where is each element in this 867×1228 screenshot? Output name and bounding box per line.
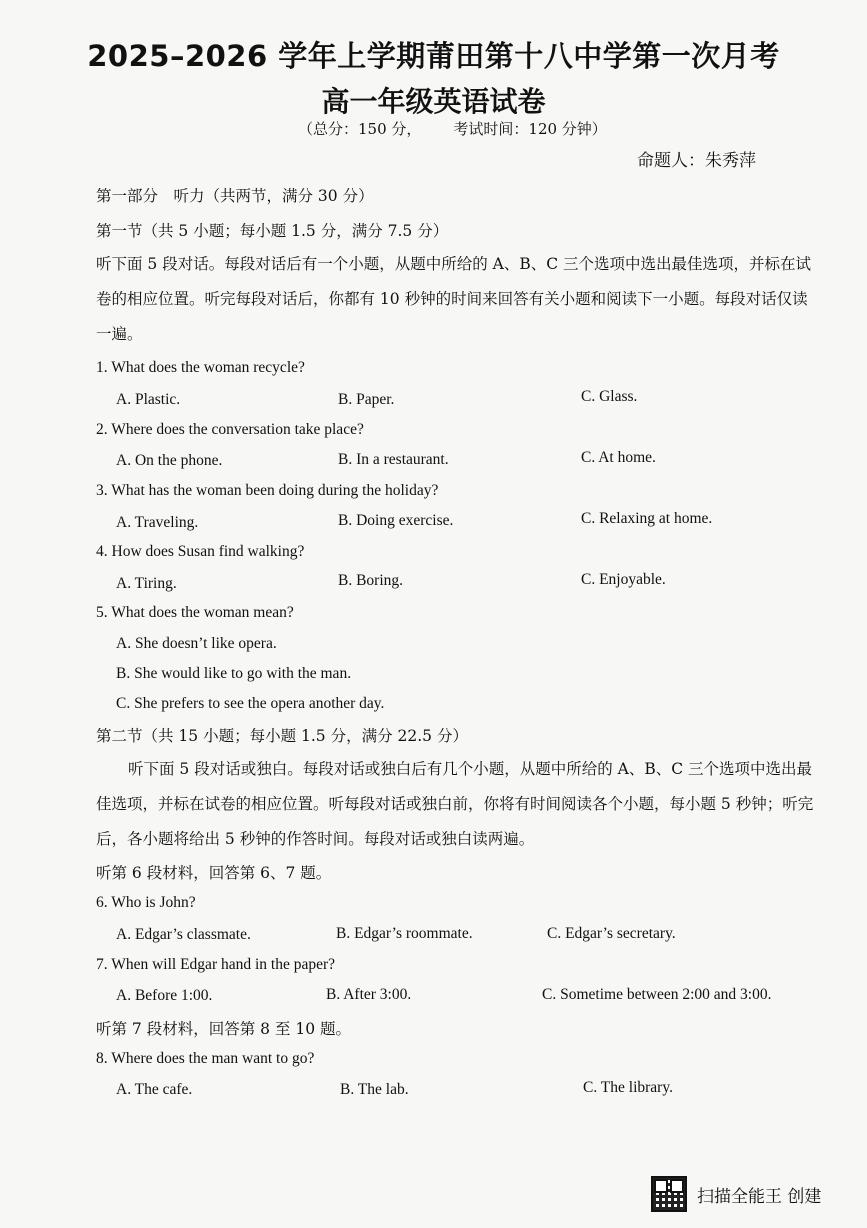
question-8: 8. Where does the man want to go?	[96, 1050, 315, 1067]
exam-time: 考试时间：120 分钟）	[453, 120, 607, 138]
option-2a: A. On the phone.	[116, 452, 223, 469]
option-4a: A. Tiring.	[116, 575, 177, 592]
option-7b: B. After 3:00.	[326, 986, 412, 1003]
option-5a: A. She doesn’t like opera.	[116, 635, 277, 652]
material-7-instruction: 听第 7 段材料，回答第 8 至 10 题。	[96, 1020, 352, 1038]
option-6b: B. Edgar’s roommate.	[336, 925, 473, 942]
option-8c: C. The library.	[583, 1079, 673, 1096]
question-3: 3. What has the woman been doing during the holiday?	[96, 482, 439, 499]
option-2b: B. In a restaurant.	[338, 451, 449, 468]
part1-heading: 第一部分 听力（共两节，满分 30 分）	[96, 187, 374, 205]
section1-heading: 第一节（共 5 小题；每小题 1.5 分，满分 7.5 分）	[96, 222, 449, 240]
section1-instructions: 听下面 5 段对话。每段对话后有一个小题，从题中所给的 A、B、C 三个选项中选出最佳选项，并标在试卷的相应位置。听完每段对话后，你都有 10 秒钟的时间来回答有关小题和阅读下一小题。每段对话仅读一遍。	[96, 255, 812, 343]
option-3c: C. Relaxing at home.	[581, 510, 713, 527]
total-score: （总分：150 分，	[298, 120, 422, 138]
option-6a: A. Edgar’s classmate.	[116, 926, 251, 943]
question-2: 2. Where does the conversation take place?	[96, 421, 364, 438]
option-1a: A. Plastic.	[116, 391, 181, 408]
option-5b: B. She would like to go with the man.	[116, 665, 352, 682]
option-2c: C. At home.	[581, 449, 656, 466]
question-5: 5. What does the woman mean?	[96, 604, 294, 621]
option-6c: C. Edgar’s secretary.	[547, 925, 676, 942]
option-7c: C. Sometime between 2:00 and 3:00.	[542, 986, 772, 1003]
option-4c: C. Enjoyable.	[581, 571, 666, 588]
question-7: 7. When will Edgar hand in the paper?	[96, 956, 336, 973]
exam-author: 命题人：朱秀萍	[637, 151, 756, 171]
question-6: 6. Who is John?	[96, 894, 196, 911]
scanner-text: 扫描全能王 创建	[697, 1186, 822, 1207]
exam-subtitle: 高一年级英语试卷	[321, 85, 546, 118]
option-4b: B. Boring.	[338, 572, 404, 589]
scanner-watermark	[651, 1176, 821, 1212]
option-5c: C. She prefers to see the opera another day.	[116, 695, 385, 712]
qr-code-icon	[651, 1176, 687, 1212]
option-3a: A. Traveling.	[116, 514, 199, 531]
option-8a: A. The cafe.	[116, 1081, 193, 1098]
question-4: 4. How does Susan find walking?	[96, 543, 305, 560]
material-6-instruction: 听第 6 段材料，回答第 6、7 题。	[96, 864, 332, 882]
option-3b: B. Doing exercise.	[338, 512, 454, 529]
question-1: 1. What does the woman recycle?	[96, 359, 305, 376]
option-8b: B. The lab.	[340, 1081, 409, 1098]
exam-meta	[298, 118, 607, 139]
section2-heading: 第二节（共 15 小题；每小题 1.5 分，满分 22.5 分）	[96, 727, 468, 745]
option-1b: B. Paper.	[338, 391, 395, 408]
section2-instructions: 听下面 5 段对话或独白。每段对话或独白后有几个小题，从题中所给的 A、B、C 三个选项中选出最佳选项，并标在试卷的相应位置。听每段对话或独白前，你将有时间阅读各个小题，每小题 5 秒钟；听完后，各小题将给出 5 秒钟的作答时间。每段对话或独白读两遍。	[96, 760, 814, 848]
option-7a: A. Before 1:00.	[116, 987, 213, 1004]
option-1c: C. Glass.	[581, 388, 638, 405]
exam-title: 2025–2026 学年上学期莆田第十八中学第一次月考	[87, 39, 780, 73]
